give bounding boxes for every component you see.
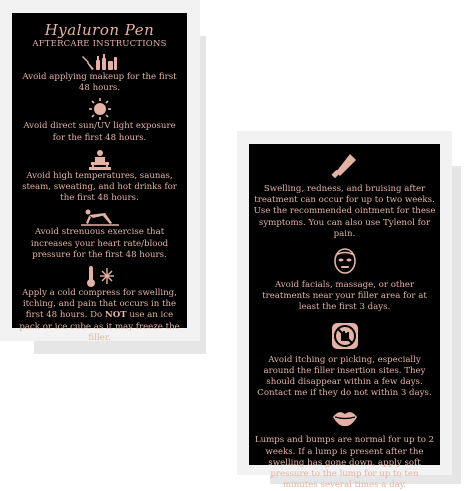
card-subtitle: AFTERCARE INSTRUCTIONS bbox=[32, 39, 167, 49]
aftercare-text: Avoid high temperatures, saunas, steam, sweating, and hot drinks for the first 48 hours. bbox=[22, 170, 177, 204]
aftercare-card-back bbox=[249, 144, 440, 491]
aftercare-item-makeup bbox=[12, 52, 187, 94]
sauna-icon bbox=[87, 147, 113, 171]
aftercare-card-front bbox=[12, 13, 187, 343]
aftercare-text: Swelling, redness, and bruising after treatment can occur for up to two weeks. Use the recommended ointment for these symptoms. You can also use Tylenol for pain. bbox=[253, 184, 436, 239]
aftercare-item-swelling bbox=[249, 150, 440, 240]
aftercare-text: Avoid direct sun/UV light exposure for the first 48 hours. bbox=[23, 121, 176, 143]
aftercare-text: Apply a cold compress for swelling, itching, and pain that occurs in the first 48 hours. Do NOT use an ice pack or ice cube as it may freeze the filler. bbox=[19, 288, 180, 343]
lips-icon bbox=[330, 405, 360, 431]
aftercare-item-cold-compress bbox=[12, 264, 187, 344]
aftercare-text: Avoid applying makeup for the first 48 hours. bbox=[22, 72, 177, 94]
card-title: Hyaluron Pen bbox=[44, 21, 155, 39]
aftercare-item-lumps bbox=[249, 405, 440, 491]
aftercare-item-facials bbox=[249, 246, 440, 314]
makeup-icon bbox=[80, 52, 120, 72]
emphasis-not: NOT bbox=[104, 310, 127, 321]
no-touch-icon bbox=[330, 321, 360, 351]
exercise-icon bbox=[79, 207, 121, 227]
aftercare-text: Lumps and bumps are normal for up to 2 weeks. If a lump is present after the swelling has gone down, apply soft pressure to the lump for up to ten minutes several times a day. bbox=[254, 435, 435, 491]
cold-compress-icon bbox=[83, 264, 117, 288]
aftercare-text: Avoid facials, massage, or other treatments near your filler area for at least the first 3 days. bbox=[262, 280, 427, 313]
sun-icon bbox=[87, 97, 113, 121]
aftercare-item-exercise bbox=[12, 207, 187, 261]
facial-mask-icon bbox=[330, 246, 360, 276]
aftercare-text: Avoid itching or picking, especially around the filler insertion sites. They should disappear within a few days. Contact me if they do not within 3 days. bbox=[257, 354, 432, 399]
aftercare-text: Avoid strenuous exercise that increases your heart rate/blood pressure for the first 48 hours. bbox=[30, 227, 169, 260]
aftercare-item-itching bbox=[249, 321, 440, 400]
aftercare-item-sauna bbox=[12, 147, 187, 205]
ointment-tube-icon bbox=[330, 150, 360, 180]
aftercare-item-sun bbox=[12, 97, 187, 143]
